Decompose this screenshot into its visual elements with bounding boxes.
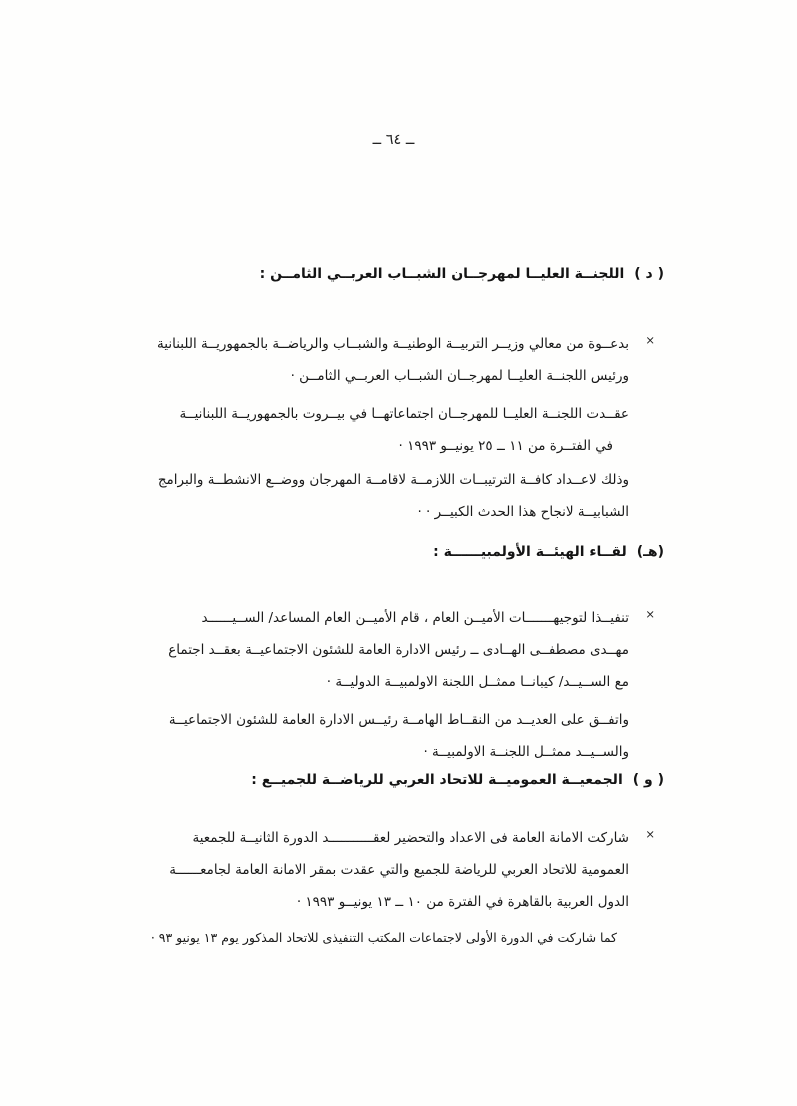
paragraph (118, 464, 629, 528)
paragraph-line: ورئيس اللجنــة العليــا لمهرجــان الشبــاب العربــي الثامــن · (290, 368, 629, 384)
paragraph (118, 602, 655, 698)
paragraph-line: الدول العربية بالقاهرة في الفترة من ١٠ ــ ١٣ يونيــو ١٩٩٣ · (296, 894, 629, 910)
paragraph-line: كما شاركت في الدورة الأولى لاجتماعات المكتب التنفيذى للاتحاد المذكور يوم ١٣ يونيو ٩٣ · (150, 930, 617, 945)
paragraph-line: مع الســيــد/ كيبانــا ممثــل اللجنة الاولمبيــة الدوليــة · (326, 674, 629, 690)
document-content (118, 0, 664, 954)
paragraph (118, 922, 629, 954)
bullet-marker: × (645, 827, 655, 841)
page-number: ــ ٦٤ ــ (372, 132, 415, 148)
paragraph (118, 822, 655, 918)
section-heading-waw (118, 768, 664, 792)
paragraph-line: شاركت الامانة العامة فى الاعداد والتحضير لعقـــــــــــد الدورة الثانيــة للجمعية (192, 830, 629, 846)
paragraph-line: بدعــوة من معالي وزيــر التربيــة الوطنيــة والشبــاب والرياضــة بالجمهوريــة اللبنانية (157, 336, 629, 352)
paragraph (118, 398, 629, 462)
bullet-marker: × (645, 607, 655, 621)
paragraph-line: واتفــق على العديــد من النقــاط الهامــة رئيــس الادارة العامة للشئون الاجتماعيــة (168, 712, 629, 728)
paragraph-line: تنفيــذا لتوجيهـــــــات الأميــن العام ، قام الأميــن العام المساعد/ الســيــــــد (201, 610, 629, 626)
section-marker: ( د ) (634, 266, 664, 282)
section-heading-ha (118, 540, 664, 564)
paragraph-line: في الفتــرة من ١١ ــ ٢٥ يونيــو ١٩٩٣ · (398, 438, 613, 454)
paragraph-line: والســيــد ممثــل اللجنــة الاولمبيــة · (423, 744, 629, 760)
paragraph-line: العمومية للاتحاد العربي للرياضة للجميع والتي عقدت بمقر الامانة العامة لجامعــــــة (169, 862, 629, 878)
paragraph (118, 704, 629, 768)
section-title: لقــاء الهيئــة الأولمبيــــــة : (433, 544, 627, 560)
section-title: اللجنــة العليــا لمهرجــان الشبــاب العربــي الثامــن : (259, 266, 625, 282)
bullet-marker: × (645, 333, 655, 347)
paragraph-line: وذلك لاعــداد كافــة الترتيبــات اللازمــة لاقامــة المهرجان ووضــع الانشطــة والبرامج (157, 472, 629, 488)
paragraph (118, 328, 655, 392)
paragraph-line: الشبابيــة لانجاح هذا الحدث الكبيــر · · (417, 504, 629, 520)
section-marker: ( و ) (632, 772, 664, 788)
section-heading-dal (118, 262, 664, 286)
section-title: الجمعيــة العموميــة للاتحاد العربي للرياضــة للجميــع : (251, 772, 623, 788)
paragraph-line: مهــدى مصطفــى الهــادى ــ رئيس الادارة العامة للشئون الاجتماعيــة بعقــد اجتماع (168, 642, 629, 658)
paragraph-line: عقــدت اللجنــة العليــا للمهرجــان اجتماعاتهــا في بيــروت بالجمهوريــة اللبنانيــة (179, 406, 629, 422)
section-marker: (هـ) (636, 544, 664, 560)
